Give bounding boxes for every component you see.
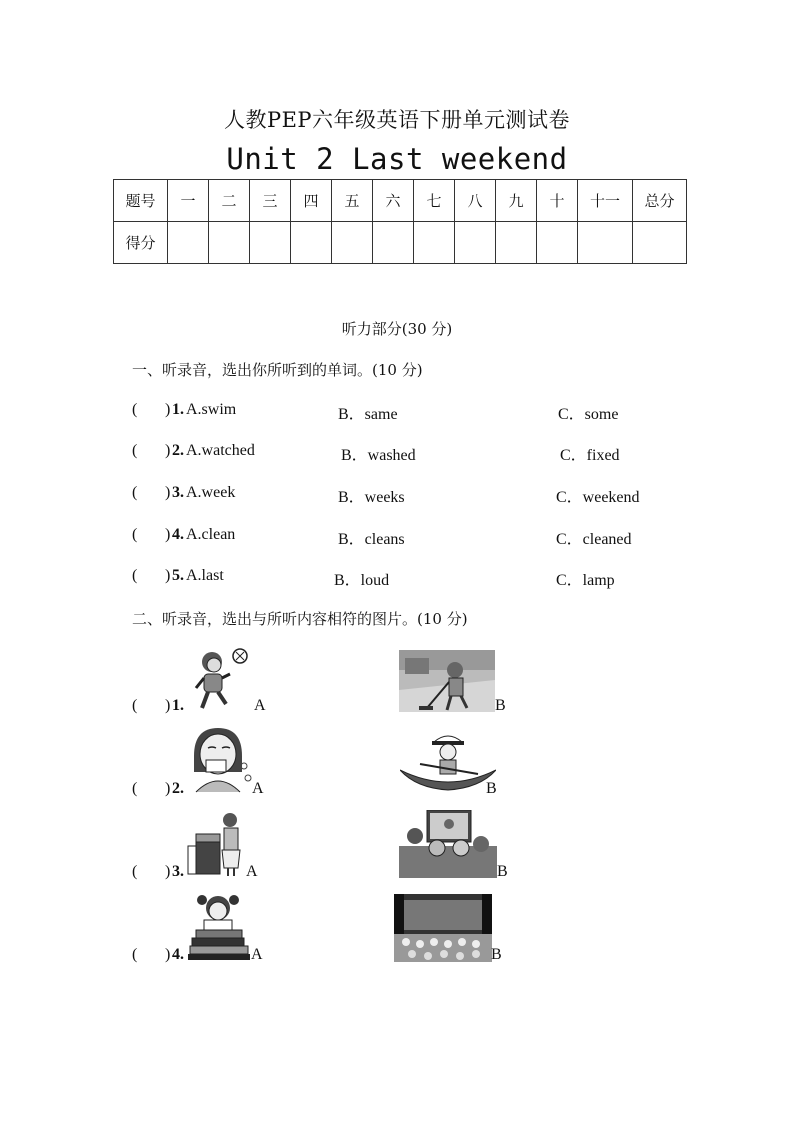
score-table-col: 二 (209, 180, 250, 222)
boy-playing-football-picture (190, 648, 252, 712)
question-paren-close: ) (165, 946, 171, 963)
question-number: 3. (172, 484, 184, 501)
question-paren-open: ( (132, 567, 138, 584)
question-paren-open: ( (132, 484, 138, 501)
picture-label-b: B (497, 863, 508, 880)
score-cell[interactable] (373, 222, 414, 264)
theatre-stage-picture (394, 894, 492, 962)
score-cell[interactable] (332, 222, 373, 264)
option-a: A.swim (186, 401, 237, 418)
boy-rowing-boat-picture (400, 730, 496, 792)
part2-title: 二、听录音，选出与所听内容相符的图片。(10 分) (132, 610, 468, 628)
score-table-row-label: 题号 (114, 180, 168, 222)
question-paren-close: ) (165, 697, 171, 714)
score-table-col: 八 (455, 180, 496, 222)
question-number: 1. (172, 697, 184, 714)
question-number: 2. (172, 442, 184, 459)
question-paren-close: ) (165, 401, 171, 418)
question-number: 4. (172, 946, 184, 963)
score-cell[interactable] (496, 222, 537, 264)
score-table-col: 四 (291, 180, 332, 222)
option-a: A.clean (186, 526, 236, 543)
option-c: C．weekend (556, 489, 640, 506)
option-b: B．cleans (338, 531, 405, 548)
question-number: 2. (172, 780, 184, 797)
option-b: B．loud (334, 572, 390, 589)
question-paren-close: ) (165, 567, 171, 584)
picture-label-a: A (252, 780, 264, 797)
girl-reading-books-picture (188, 892, 252, 962)
option-b: B．washed (341, 447, 416, 464)
picture-label-b: B (491, 946, 502, 963)
score-cell[interactable] (291, 222, 332, 264)
score-cell[interactable] (578, 222, 633, 264)
score-table-col: 七 (414, 180, 455, 222)
score-table-col: 十一 (578, 180, 633, 222)
question-paren-close: ) (165, 526, 171, 543)
option-c: C．some (558, 406, 619, 423)
option-c: C．lamp (556, 572, 615, 589)
score-cell[interactable] (250, 222, 291, 264)
question-paren-close: ) (165, 863, 171, 880)
question-paren-open: ( (132, 946, 138, 963)
question-paren-close: ) (165, 442, 171, 459)
option-b: B．same (338, 406, 398, 423)
score-table-col: 十 (537, 180, 578, 222)
score-cell[interactable] (168, 222, 209, 264)
score-cell[interactable] (209, 222, 250, 264)
picture-label-b: B (486, 780, 497, 797)
option-c: C．cleaned (556, 531, 632, 548)
option-a: A.week (186, 484, 236, 501)
question-number: 3. (172, 863, 184, 880)
option-a: A.watched (186, 442, 255, 459)
score-table-col: 九 (496, 180, 537, 222)
page-title-cn: 人教PEP六年级英语下册单元测试卷 (223, 108, 571, 132)
question-paren-open: ( (132, 697, 138, 714)
question-paren-close: ) (165, 484, 171, 501)
score-table (113, 179, 687, 264)
score-table-col: 六 (373, 180, 414, 222)
picture-label-a: A (246, 863, 258, 880)
question-number: 5. (172, 567, 184, 584)
picture-label-a: A (254, 697, 266, 714)
part1-title: 一、听录音，选出你所听到的单词。(10 分) (132, 361, 423, 379)
option-c: C．fixed (560, 447, 620, 464)
score-cell[interactable] (455, 222, 496, 264)
question-paren-open: ( (132, 863, 138, 880)
picture-label-b: B (495, 697, 506, 714)
question-paren-close: ) (165, 780, 171, 797)
family-watching-tv-picture (399, 810, 497, 878)
girl-with-cold-picture (188, 726, 252, 796)
listening-section-heading: 听力部分(30 分) (341, 320, 453, 338)
question-paren-open: ( (132, 442, 138, 459)
question-paren-open: ( (132, 526, 138, 543)
score-cell[interactable] (633, 222, 687, 264)
score-table-col: 总分 (633, 180, 687, 222)
score-cell[interactable] (537, 222, 578, 264)
score-cell[interactable] (414, 222, 455, 264)
picture-label-a: A (251, 946, 263, 963)
question-paren-open: ( (132, 780, 138, 797)
score-table-col: 一 (168, 180, 209, 222)
woman-cooking-picture (186, 810, 246, 878)
page-title-en: Unit 2 Last weekend (226, 142, 568, 176)
question-paren-open: ( (132, 401, 138, 418)
question-number: 4. (172, 526, 184, 543)
score-table-header-row (114, 180, 687, 222)
score-table-score-row (114, 222, 687, 264)
score-table-row-label: 得分 (114, 222, 168, 264)
boy-cleaning-floor-picture (399, 650, 495, 712)
score-table-col: 三 (250, 180, 291, 222)
option-a: A.last (186, 567, 224, 584)
question-number: 1. (172, 401, 184, 418)
option-b: B．weeks (338, 489, 405, 506)
score-table-col: 五 (332, 180, 373, 222)
